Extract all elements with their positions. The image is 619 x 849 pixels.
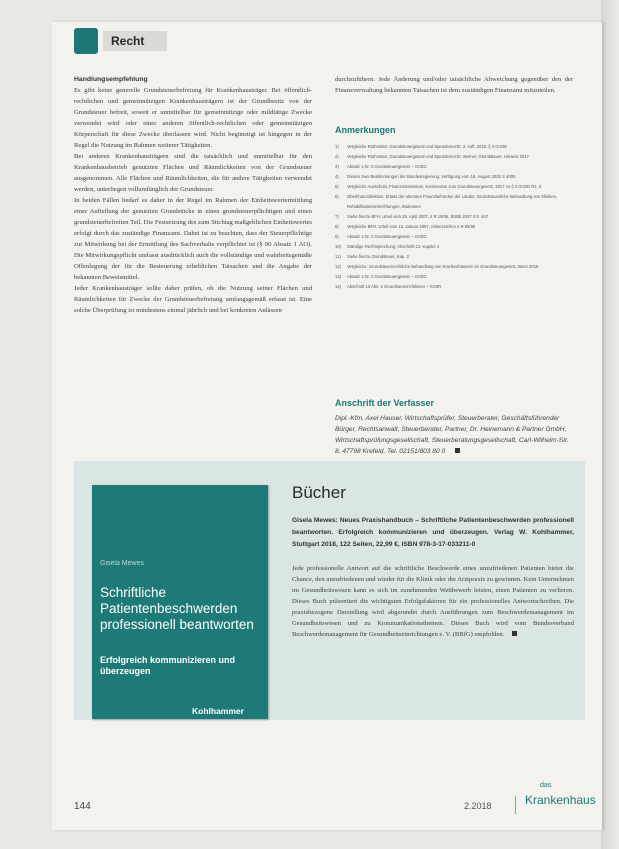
paragraph: Es gibt keine generelle Grundsteuerbefreiung für Krankenhausträger. Bei öffentlich-rechtlichen und gemeinnützigen Krankenhausträgern ist der Grundbesitz von der Grundsteuer befreit, soweit er unmittelbar für gemeinnützige oder mildtätige Zwecke verwendet wird oder einer anderen öffentlich-rechtlichen oder gemeinnützigen Körperschaft für diese Zwecke überlassen wird. Nicht begünstigt ist hingegen in der Regel die Nutzung im Rahmen weiterer Tätigkeiten. bbox=[74, 87, 312, 149]
paragraph: Bei anderen Krankenhausträgern sind die tatsächlich und unmittelbar für den Krankenhausbetrieb genutzten Flächen und Räumlichkeiten von der Grundsteuer ausgenommen. Alle Flächen und Räumlichkeiten, die für andere Tätigkeiten verwendet werden, unterliegen vollumfänglich der Grundsteuer. bbox=[74, 153, 312, 193]
note-text: Oberfinanzdirektion, Erlass der obersten Finanzbehörden der Länder, Grundsteuerliche Behandlung von Kliniken, Rehabilitationseinrichtungen, Bodensee bbox=[347, 194, 558, 209]
right-column bbox=[335, 74, 573, 96]
note-number: 11) bbox=[335, 254, 341, 259]
note-number: 1) bbox=[335, 144, 339, 149]
note-text: Vergleiche Rüthnetter, Grundsteuergesetz und Spendenrecht; Werner, Grundsteuer, Hinweis 2017 bbox=[347, 154, 529, 159]
cover-author: Gisela Mewes bbox=[100, 560, 144, 567]
note-text: Vergleiche Rüthnetter, Grundsteuergesetz und Spendenrecht, 3. Aufl. 2018, § 3 GrStG bbox=[347, 144, 508, 149]
note-text: Abschnitt 13 Abs. 2 Grundsteuerrichtlinien – GrStR bbox=[347, 284, 442, 289]
author-heading: Anschrift der Verfasser bbox=[335, 398, 435, 408]
note-item bbox=[335, 162, 585, 172]
note-text: Vergleiche: Grundsteuerrechtliche Behandlung von Krankenhäusern im Grundsteuergesetz, Bonn 2018 bbox=[347, 264, 539, 269]
book-description bbox=[292, 563, 574, 640]
issue-number: 2.2018 bbox=[464, 801, 492, 811]
note-number: 8) bbox=[335, 224, 339, 229]
cover-subtitle: Erfolgreich kommunizieren und überzeugen bbox=[100, 655, 236, 676]
note-item bbox=[335, 192, 585, 212]
note-item bbox=[335, 272, 585, 282]
book-description-text: Jede professionelle Antwort auf die schriftliche Beschwerde eines unzufriedenen Patienten bietet die Chance, den unzufriedenen und wieder für die Klinik oder die Arztpraxis zu gewinnen. Kein Unternehmen im Gesundheitswesen kann es sich im zunehmenden Wettbewerb leisten, einen Patienten zu verlieren. Dieses Buch präsentiert die wichtigsten Erfolgsfaktoren für ein professionelles Antwortschreiben. Die praxisbezogene Darstellung wird abgerundet durch Ausführungen zum Beschwerdemanagement im Gesundheitswesen und zu Kommunikationsthemen. Dieses Buch wird vom Bundesverband Beschwerdemanagement für Gesundheitseinrichtungen e. V. (BBfG) empfohlen. bbox=[292, 565, 574, 638]
cover-title: Schriftliche Patientenbeschwerden professionell beantworten bbox=[100, 585, 254, 632]
note-text: Siehe hierzu BFH, Urteil vom 25. April 2007, II R 19/05, BStBl 2007 II S. 847 bbox=[347, 214, 489, 219]
magazine-logo: Krankenhaus bbox=[525, 793, 596, 807]
cover-publisher: Kohlhammer bbox=[192, 706, 244, 716]
note-number: 2) bbox=[335, 154, 339, 159]
paragraph: In beiden Fällen bedarf es daher in der Regel im Rahmen der Einheitswertermittlung einer Aufteilung der genutzten Grundstücke in einen grundsteuerpflichtigen und einen grundsteuerbefreiten Teil. Die Festsetzung des zum Stichtag maßgeblichen Einheitswertes erfolgt durch das zuständige Finanzamt. Dabei ist zu beachten, dass der Steuerpflichtige zur Mitwirkung bei der Ermittlung des Sachverhalts verpflichtet ist (§ 90 Absatz 1 AO). Die Mitwirkungspflicht umfasst ausdrücklich auch die vollständige und wahrheitsgemäße Offenlegung der für die Besteuerung erheblichen Tatsachen und die Angabe der bekannten Beweismittel. bbox=[74, 197, 312, 281]
page-number: 144 bbox=[74, 801, 91, 812]
note-text: Siehe hierzu Grundsteuer, Kap. 2 bbox=[347, 254, 409, 259]
note-text: Absatz 1 Nr. 3 Grundsteuergesetz – GrStG bbox=[347, 164, 427, 169]
note-item bbox=[335, 182, 585, 192]
note-text: Vergleiche BFH, Urteil vom 15. Januar 1997, Aktenzeichen II R 65/95 bbox=[347, 224, 476, 229]
left-column bbox=[74, 74, 312, 316]
note-text: Vergleiche Ausschnitt, Finanzministerium, Kommentar zum Grundsteuergesetz, 2017 zu § 3 GrStG Rz. 3 bbox=[347, 184, 542, 189]
magazine-prefix: das bbox=[540, 782, 552, 789]
note-text: Absatz 1 Nr. 3 Grundsteuergesetz – GrStG bbox=[347, 274, 427, 279]
note-text: Ständige Rechtsprechung; Abschnitt 13, Kapitel 4 bbox=[347, 244, 439, 249]
book-citation: Gisela Mewes: Neues Praxishandbuch – Schriftliche Patientenbeschwerden professionell beantworten. Erfolgreich kommunizieren und überzeugen. Verlag W. Kohlhammer, Stuttgart 2018, 122 Seiten, 22,99 €, ISBN 978-3-17-033211-0 bbox=[292, 517, 574, 548]
section-label: Recht bbox=[103, 31, 167, 51]
note-number: 14) bbox=[335, 284, 342, 289]
note-number: 13) bbox=[335, 274, 342, 279]
note-item bbox=[335, 172, 585, 182]
page-gutter bbox=[601, 0, 619, 849]
section-badge-icon bbox=[74, 28, 98, 54]
end-mark-icon bbox=[512, 631, 517, 636]
footer-divider bbox=[515, 796, 516, 814]
note-text: Diesen zwei Bestimmungen der Bundesregierung, Verfügung vom 16. August 2002 S 4000 bbox=[347, 174, 516, 179]
note-item bbox=[335, 222, 585, 232]
note-number: 12) bbox=[335, 264, 342, 269]
note-number: 10) bbox=[335, 244, 342, 249]
books-title: Bücher bbox=[292, 483, 346, 502]
note-number: 5) bbox=[335, 184, 339, 189]
author-text: Dipl.-Kfm. Axel Hauser, Wirtschaftsprüfer, Steuerberater, Geschäftsführender Bürger, Rechtsanwalt, Steuerberater, Partner, Dr. Heinemann & Partner GmbH, Wirtschaftsprüfungsgesellschaft, Steuerberatungsgesellschaft, Carl-Wilhelm-Str. 8, 47798 Krefeld, Tel. 02151/803 80 0 bbox=[335, 415, 569, 455]
notes-heading: Anmerkungen bbox=[335, 125, 396, 135]
end-mark-icon bbox=[455, 448, 460, 453]
recommendation-heading: Handlungsempfehlung bbox=[74, 76, 148, 83]
note-item bbox=[335, 142, 585, 152]
note-number: 4) bbox=[335, 174, 339, 179]
note-item bbox=[335, 282, 585, 292]
note-item bbox=[335, 262, 585, 272]
note-item bbox=[335, 232, 585, 242]
author-address bbox=[335, 413, 571, 457]
note-number: 3) bbox=[335, 164, 339, 169]
paragraph: Jeder Krankenhausträger sollte daher prüfen, ob die Nutzung seiner Flächen und Räumlichkeiten für Zwecke der Grundsteuerbefreiung umfangsgemäß erfasst ist. Eine solche Überprüfung ist mindestens einmal jährlich und bei konkreten Anlässen bbox=[74, 285, 312, 314]
note-item bbox=[335, 152, 585, 162]
note-item bbox=[335, 242, 585, 252]
note-item bbox=[335, 212, 585, 222]
notes-list bbox=[335, 142, 585, 292]
note-number: 7) bbox=[335, 214, 339, 219]
note-text: Absatz 1 Nr. 3 Grundsteuergesetz – GrStG bbox=[347, 234, 427, 239]
paragraph: durchzuführen. Jede Änderung und/oder tatsächliche Abweichung gegenüber den der Finanzverwaltung bekannten Tatsachen ist dem zuständigen Finanzamt mitzuteilen. bbox=[335, 76, 573, 94]
note-number: 6) bbox=[335, 194, 339, 199]
note-number: 9) bbox=[335, 234, 339, 239]
note-item bbox=[335, 252, 585, 262]
